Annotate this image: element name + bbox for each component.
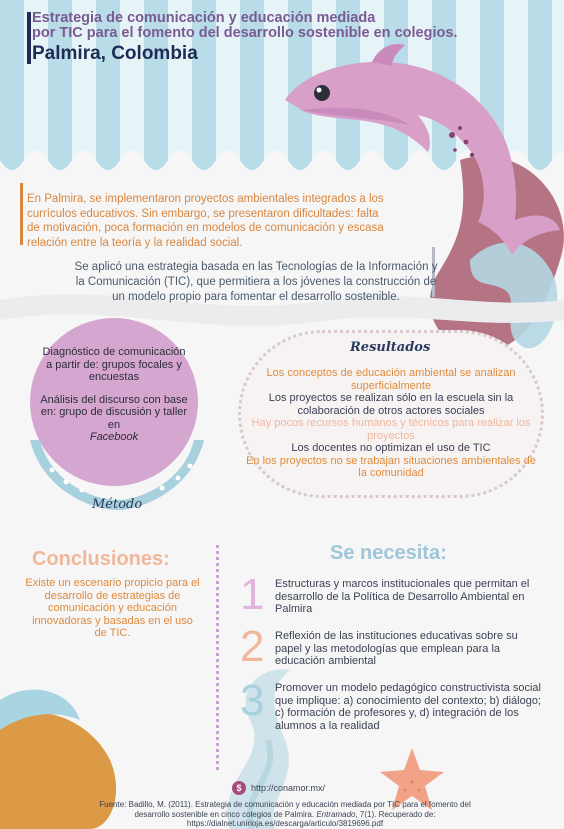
source-line-2b: , 7(1). Recuperado de: xyxy=(355,809,436,819)
result-item: Los docentes no optimizan el uso de TIC xyxy=(291,442,491,454)
source-journal: Entramado xyxy=(316,809,356,819)
title-line-1: Estrategia de comunicación y educación mediada xyxy=(32,10,376,26)
source-line-1: Fuente: Badillo, M. (2011). Estrategia de comunicación y educación mediada por TIC para el fomento del xyxy=(99,800,471,809)
method-item-1: Diagnóstico de comunicación a partir de: grupos focales y encuestas xyxy=(42,346,186,383)
method-label: Método xyxy=(92,497,143,512)
results-title: Resultados xyxy=(350,340,431,355)
need-text-3: Promover un modelo pedagógico constructivista social que implique: a) conocimiento del contexto; b) diálogo; c) formación de profesores y, d) integración de los alumnos a la realidad xyxy=(275,682,541,732)
need-number-1: 1 xyxy=(240,570,265,619)
need-number-2: 2 xyxy=(240,622,265,671)
result-item: Los proyectos se realizan sólo en la escuela sin la colaboración de otros actores sociales xyxy=(268,392,514,417)
site-logo-icon: $ xyxy=(232,781,246,795)
strategy-paragraph: Se aplicó una estrategia basada en las Tecnologías de la Información y la Comunicación (TIC), que permitiera a los jóvenes la construcción de un modelo propio para fomentar el desarrollo sostenible. xyxy=(74,261,438,303)
result-item: En los proyectos no se trabajan situaciones ambientales de la comunidad xyxy=(246,454,536,479)
results-list xyxy=(246,367,536,480)
method-content xyxy=(38,346,190,454)
need-number-3: 3 xyxy=(240,676,265,725)
intro-paragraph: En Palmira, se implementaron proyectos ambientales integrados a los currículos educativos. Sin embargo, se presentaron dificultades: falta de motivación, poca formación en modelos de comunicación y escasa relación entre la teoría y la realidad social. xyxy=(27,193,384,249)
dotted-divider xyxy=(216,545,219,770)
conclusions-title: Conclusiones: xyxy=(32,548,170,570)
intro-accent-bar xyxy=(20,183,23,245)
source-link[interactable]: https://dialnet.unirioja.es/descarga/articulo/3819696.pdf xyxy=(186,819,384,828)
method-item-2 xyxy=(38,394,190,444)
need-text-2: Reflexión de las instituciones educativas sobre su papel y las metodologías que emplean para la educación ambiental xyxy=(275,630,518,667)
site-url[interactable]: http://conamor.mx/ xyxy=(251,783,326,793)
location-title: Palmira, Colombia xyxy=(32,43,198,64)
result-item: Hay pocos recursos humanos y técnicos para realizar los proyectos xyxy=(251,417,531,442)
needs-title: Se necesita: xyxy=(330,542,447,564)
source-line-2a: desarrollo sostenible en cinco colegios de Palmira. xyxy=(134,809,315,819)
result-item: Los conceptos de educación ambiental se analizan superficialmente xyxy=(266,367,516,392)
title-accent-bar xyxy=(27,12,31,64)
title-line-2: por TIC para el fomento del desarrollo sostenible en colegios. xyxy=(32,25,458,41)
method-item-2-text: Análisis del discurso con base en: grupo de discusión y taller en xyxy=(40,393,188,431)
need-text-1: Estructuras y marcos institucionales que permitan el desarrollo de la Política de Desarrollo Ambiental en Palmira xyxy=(275,578,530,615)
method-item-2-italic: Facebook xyxy=(89,431,139,443)
source-citation xyxy=(40,800,530,829)
conclusions-text: Existe un escenario propicio para el desarrollo de estrategias de comunicación y educación innovadoras y basadas en el uso de TIC. xyxy=(25,577,200,639)
page-title xyxy=(32,11,502,65)
